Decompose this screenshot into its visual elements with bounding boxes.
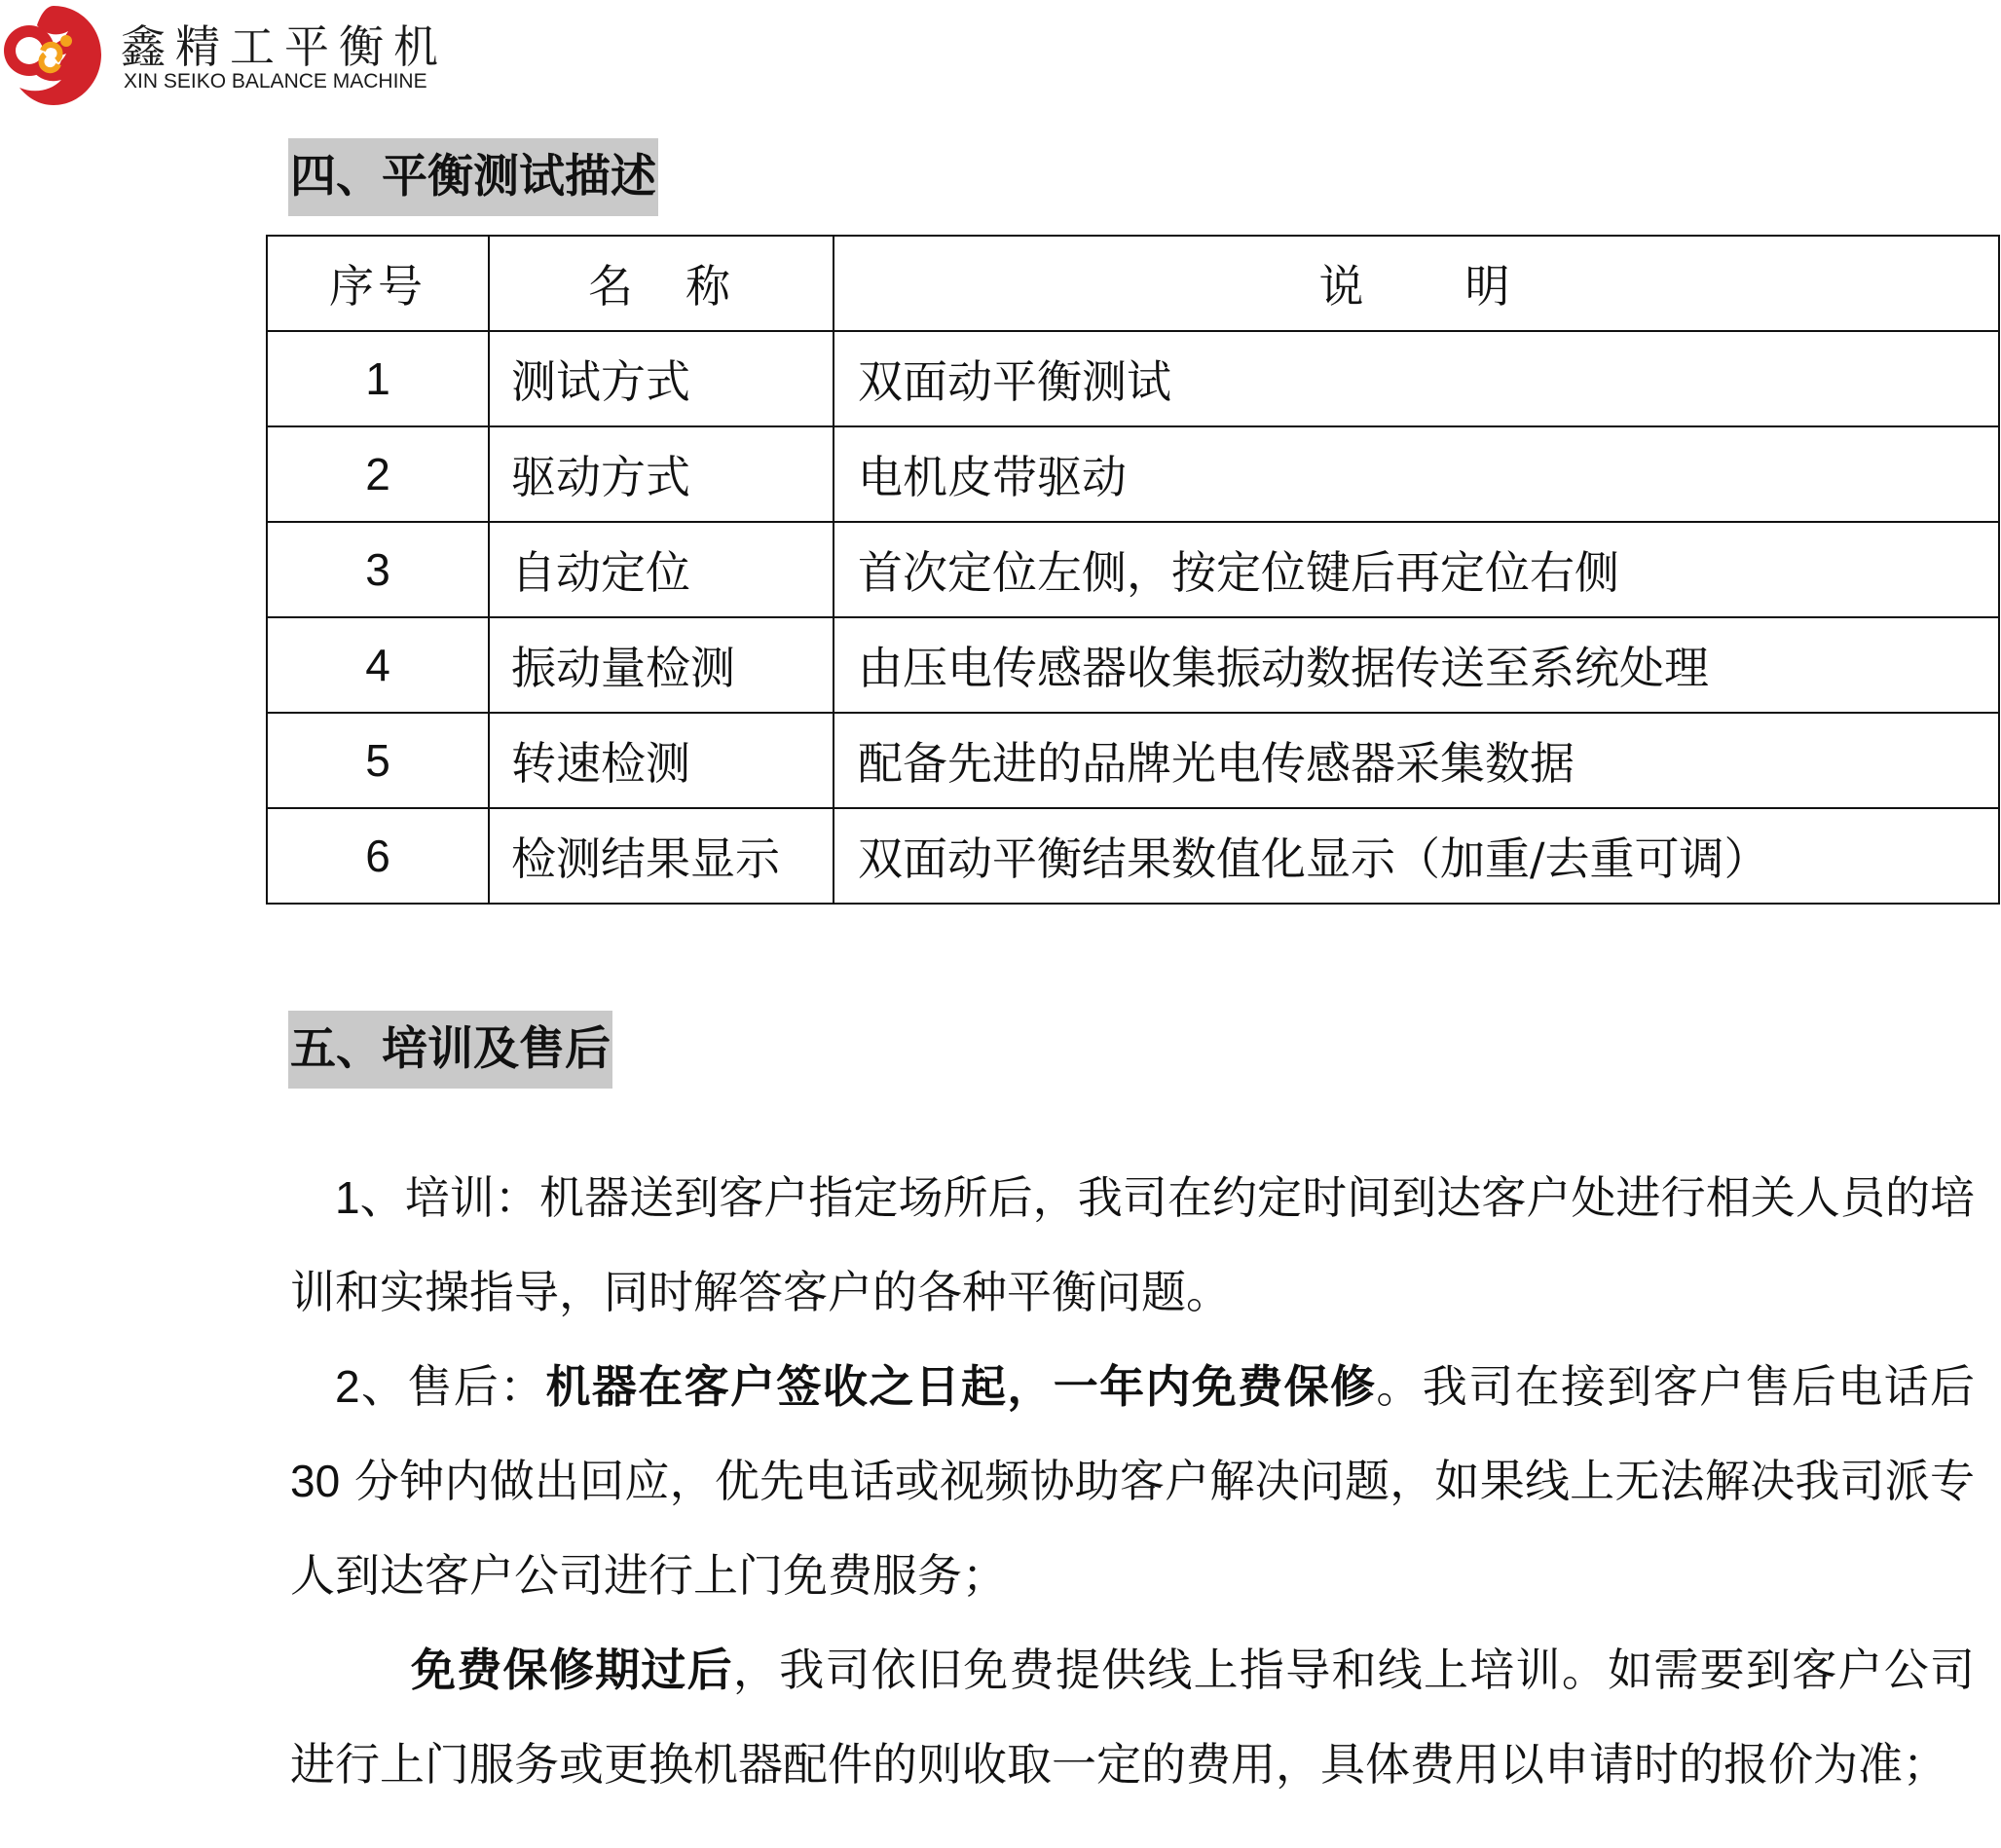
aftersales-label: 、售后： (359, 1360, 546, 1413)
paragraph-aftersales (290, 1340, 1975, 1623)
table-row (267, 522, 1999, 617)
paragraph-training (290, 1151, 1975, 1340)
aftersales-text-2: 分钟内做出回应，优先电话或视频协助客户解决问题，如果线上无法解决我司派专人到达客户公司进行上门免费服务； (290, 1455, 1975, 1602)
cell-name: 自动定位 (489, 522, 834, 617)
company-logo (0, 0, 448, 112)
table-row (267, 426, 1999, 522)
cell-name: 检测结果显示 (489, 808, 834, 904)
training-text: 机器送到客户指定场所后，我司在约定时间到达客户处进行相关人员的培训和实操指导，同时解答客户的各种平衡问题。 (290, 1171, 1976, 1318)
table-row (267, 617, 1999, 713)
cell-no: 6 (267, 808, 489, 904)
cell-desc: 配备先进的品牌光电传感器采集数据 (834, 713, 1999, 808)
section-heading-training-aftersales: 五、培训及售后 (288, 1011, 612, 1089)
cell-desc: 首次定位左侧，按定位键后再定位右侧 (834, 522, 1999, 617)
brand-name-cn: 鑫精工平衡机 (121, 20, 448, 73)
aftersales-minutes: 30 (290, 1456, 341, 1506)
cell-no: 5 (267, 713, 489, 808)
aftersales-text-1: 。我司在接到客户售后电话后 (1376, 1360, 1976, 1413)
header-desc-part1: 说 (1318, 260, 1368, 313)
cell-desc: 由压电传感器收集振动数据传送至系统处理 (834, 617, 1999, 713)
cell-no: 2 (267, 426, 489, 522)
logo-mark-icon (0, 0, 107, 112)
post-warranty-text: ，我司依旧免费提供线上指导和线上培训。如需要到客户公司进行上门服务或更换机器配件的则收取一定的费用，具体费用以申请时的报价为准； (290, 1644, 1976, 1791)
cell-desc: 双面动平衡结果数值化显示（加重/去重可调） (834, 808, 1999, 904)
table-row (267, 808, 1999, 904)
table-header-row (267, 236, 1999, 331)
header-name (489, 236, 834, 331)
balance-test-table (266, 235, 2000, 905)
cell-name: 振动量检测 (489, 617, 834, 713)
brand-name-en: XIN SEIKO BALANCE MACHINE (124, 70, 427, 92)
header-name-part2: 称 (686, 260, 734, 313)
cell-desc: 双面动平衡测试 (834, 331, 1999, 426)
cell-no: 3 (267, 522, 489, 617)
cell-no: 4 (267, 617, 489, 713)
section-heading-balance-test: 四、平衡测试描述 (288, 138, 658, 216)
cell-desc: 电机皮带驱动 (834, 426, 1999, 522)
training-label: 、培训： (359, 1171, 539, 1224)
header-desc (834, 236, 1999, 331)
cell-name: 转速检测 (489, 713, 834, 808)
cell-name: 驱动方式 (489, 426, 834, 522)
aftersales-number: 2 (335, 1361, 360, 1412)
paragraph-post-warranty (290, 1623, 1975, 1812)
cell-name: 测试方式 (489, 331, 834, 426)
aftersales-warranty-bold: 机器在客户签收之日起，一年内免费保修 (545, 1360, 1377, 1413)
header-name-part1: 名 (588, 260, 637, 313)
table-row (267, 713, 1999, 808)
training-number: 1 (335, 1172, 360, 1223)
post-warranty-bold: 免费保修期过后 (411, 1644, 733, 1696)
header-no: 序号 (267, 236, 489, 331)
table-row (267, 331, 1999, 426)
header-desc-part2: 明 (1464, 260, 1514, 313)
cell-no: 1 (267, 331, 489, 426)
